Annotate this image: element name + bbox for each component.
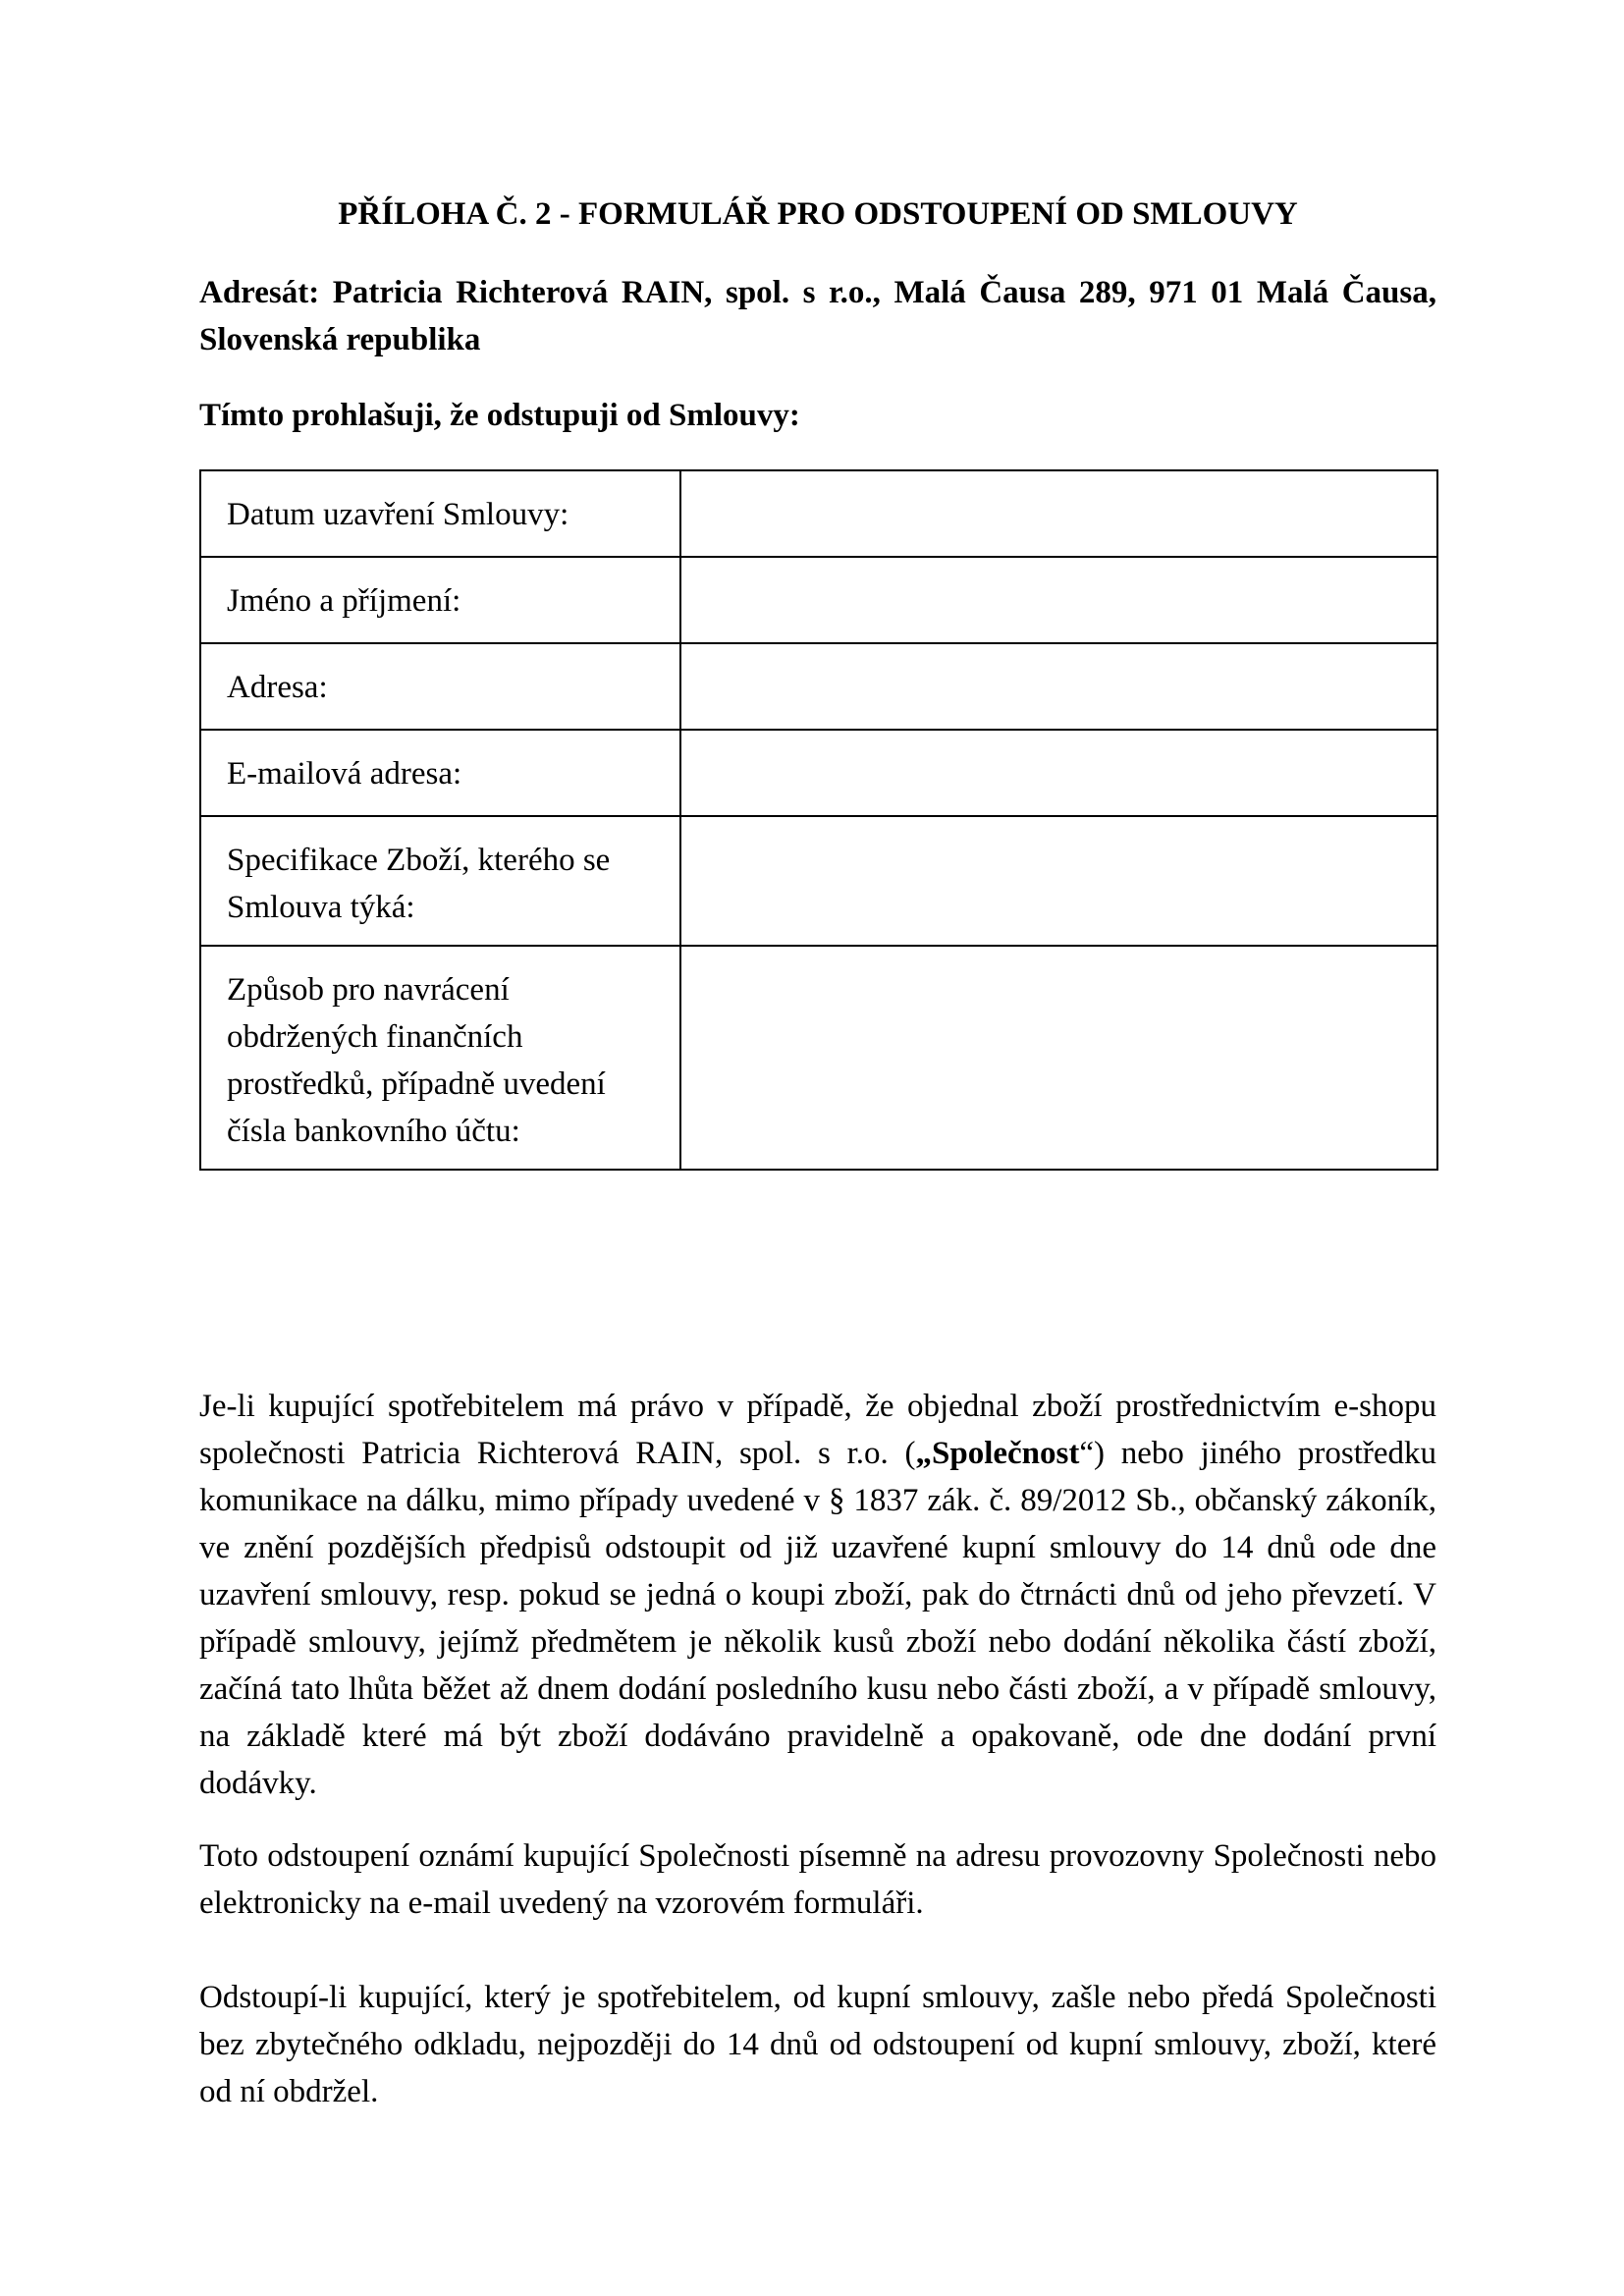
form-field-contract-date[interactable] bbox=[680, 470, 1437, 557]
form-field-full-name[interactable] bbox=[680, 557, 1437, 643]
form-field-refund-method[interactable] bbox=[680, 946, 1437, 1170]
paragraph1-text-start: Je-li kupující spotřebitelem má právo v případě, že objednal zboží prostřednictvím e-shopu společnosti Patricia Richterová RAIN, spol. s r.o. ( bbox=[199, 1389, 1436, 1471]
form-label-goods-specification: Specifikace Zboží, kterého se Smlouva týká: bbox=[200, 816, 680, 946]
form-row-full-name bbox=[200, 557, 1437, 643]
form-label-contract-date: Datum uzavření Smlouvy: bbox=[200, 470, 680, 557]
company-defined-term: „Společnost bbox=[915, 1436, 1080, 1471]
form-label-full-name: Jméno a příjmení: bbox=[200, 557, 680, 643]
form-field-goods-specification[interactable] bbox=[680, 816, 1437, 946]
form-label-email: E-mailová adresa: bbox=[200, 730, 680, 816]
form-row-goods-specification bbox=[200, 816, 1437, 946]
withdrawal-rights-paragraph bbox=[199, 1383, 1436, 1807]
form-row-refund-method bbox=[200, 946, 1437, 1170]
notification-paragraph: Toto odstoupení oznámí kupující Společnosti písemně na adresu provozovny Společnosti nebo elektronicky na e-mail uvedený na vzorovém formuláři. bbox=[199, 1838, 1436, 1921]
document-heading: PŘÍLOHA Č. 2 - FORMULÁŘ PRO ODSTOUPENÍ OD SMLOUVY bbox=[338, 196, 1298, 232]
form-row-contract-date bbox=[200, 470, 1437, 557]
form-field-address[interactable] bbox=[680, 643, 1437, 730]
form-field-email[interactable] bbox=[680, 730, 1437, 816]
addressee-line: Adresát: Patricia Richterová RAIN, spol. s r.o., Malá Čausa 289, 971 01 Malá Čausa, Slovenská republika bbox=[199, 275, 1436, 357]
return-goods-paragraph: Odstoupí-li kupující, který je spotřebitelem, od kupní smlouvy, zašle nebo předá Společnosti bez zbytečného odkladu, nejpozději do 14 dnů od odstoupení od kupní smlouvy, zboží, které od ní obdržel. bbox=[199, 1980, 1436, 2109]
form-label-address: Adresa: bbox=[200, 643, 680, 730]
declaration-statement: Tímto prohlašuji, že odstupuji od Smlouvy: bbox=[199, 398, 800, 433]
form-row-address bbox=[200, 643, 1437, 730]
withdrawal-form-table bbox=[199, 469, 1438, 1171]
paragraph1-text-end: “) nebo jiného prostředku komunikace na dálku, mimo případy uvedené v § 1837 zák. č. 89/2012 Sb., občanský zákoník, ve znění pozdějších předpisů odstoupit od již uzavřené kupní smlouvy do 14 dnů ode dne uzavření smlouvy, resp. pokud se jedná o koupi zboží, pak do čtrnácti dnů od jeho převzetí. V případě smlouvy, jejímž předmětem je několik kusů zboží nebo dodání několika částí zboží, začíná tato lhůta běžet až dnem dodání posledního kusu nebo části zboží, a v případě smlouvy, na základě které má být zboží dodáváno pravidelně a opakovaně, ode dne dodání první dodávky. bbox=[199, 1436, 1436, 1801]
form-row-email bbox=[200, 730, 1437, 816]
form-label-refund-method: Způsob pro navrácení obdržených finančních prostředků, případně uvedení čísla bankovního účtu: bbox=[200, 946, 680, 1170]
